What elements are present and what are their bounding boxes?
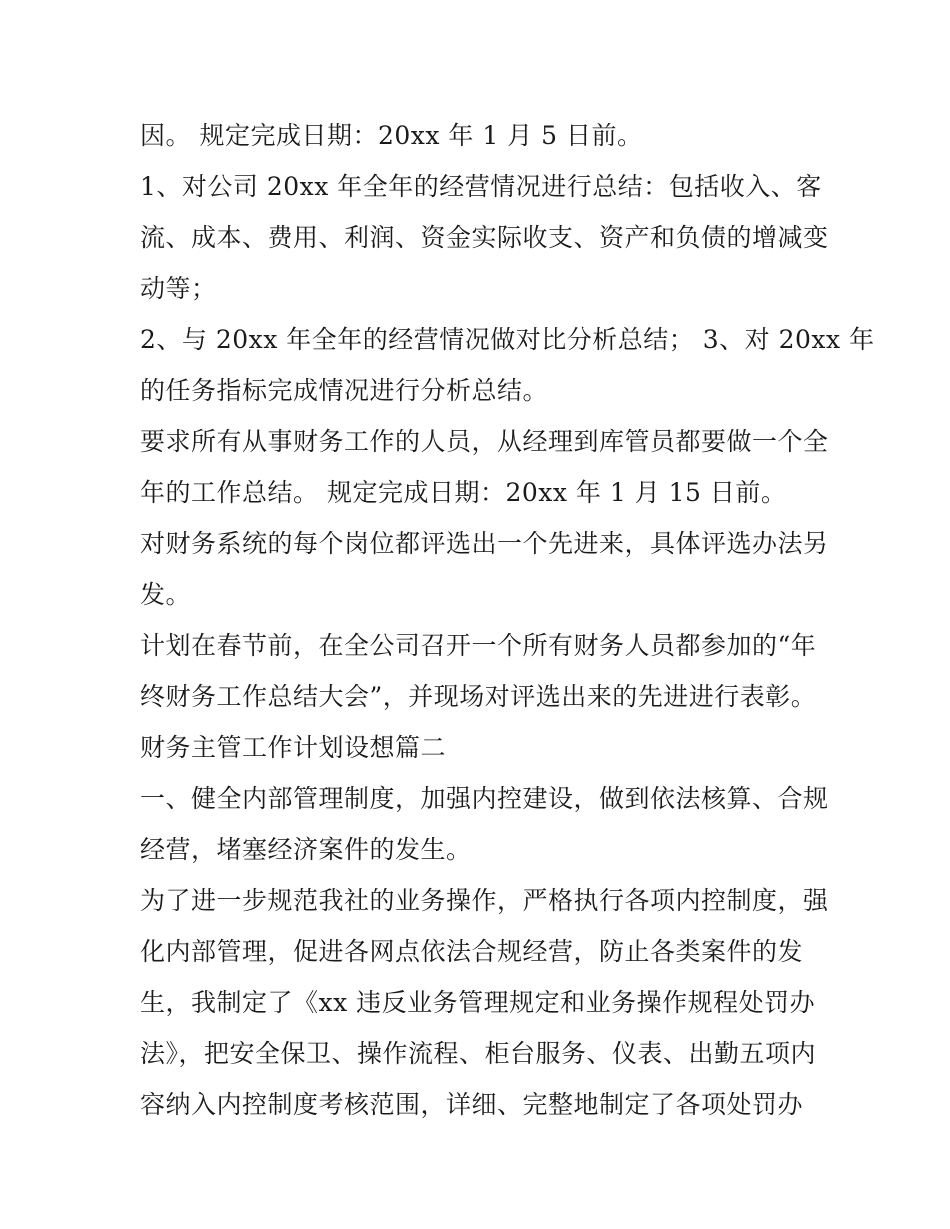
text-line: 发。 [140,580,192,609]
text-line: 因。 规定完成日期：20xx 年 1 月 5 日前。 [140,121,643,150]
text-line: 生，我制定了《xx 违反业务管理规定和业务操作规程处罚办 [140,988,816,1017]
text-line: 经营，堵塞经济案件的发生。 [140,835,472,864]
text-line: 的任务指标完成情况进行分析总结。 [140,376,549,405]
text-line: 对财务系统的每个岗位都评选出一个先进来，具体评选办法另 [140,529,829,558]
text-line: 计划在春节前，在全公司召开一个所有财务人员都参加的“年 [140,631,817,660]
text-line: 2、与 20xx 年全年的经营情况做对比分析总结； 3、对 20xx 年 [140,325,875,354]
document-body [140,110,875,1130]
text-line: 一、健全内部管理制度，加强内控建设，做到依法核算、合规 [140,784,829,813]
text-line: 容纳入内控制度考核范围，详细、完整地制定了各项处罚办 [140,1090,804,1119]
section-heading: 财务主管工作计划设想篇二 [140,733,447,762]
text-line: 要求所有从事财务工作的人员，从经理到库管员都要做一个全 [140,427,829,456]
text-line: 为了进一步规范我社的业务操作，严格执行各项内控制度，强 [140,886,829,915]
text-line: 终财务工作总结大会”，并现场对评选出来的先进进行表彰。 [140,682,817,711]
text-line: 动等； [140,274,217,303]
text-line: 1、对公司 20xx 年全年的经营情况进行总结：包括收入、客 [140,172,822,201]
text-line: 年的工作总结。 规定完成日期：20xx 年 1 月 15 日前。 [140,478,787,507]
text-line: 法》，把安全保卫、操作流程、柜台服务、仪表、出勤五项内 [140,1039,817,1068]
text-line: 流、成本、费用、利润、资金实际收支、资产和负债的增减变 [140,223,829,252]
text-line: 化内部管理，促进各网点依法合规经营，防止各类案件的发 [140,937,804,966]
